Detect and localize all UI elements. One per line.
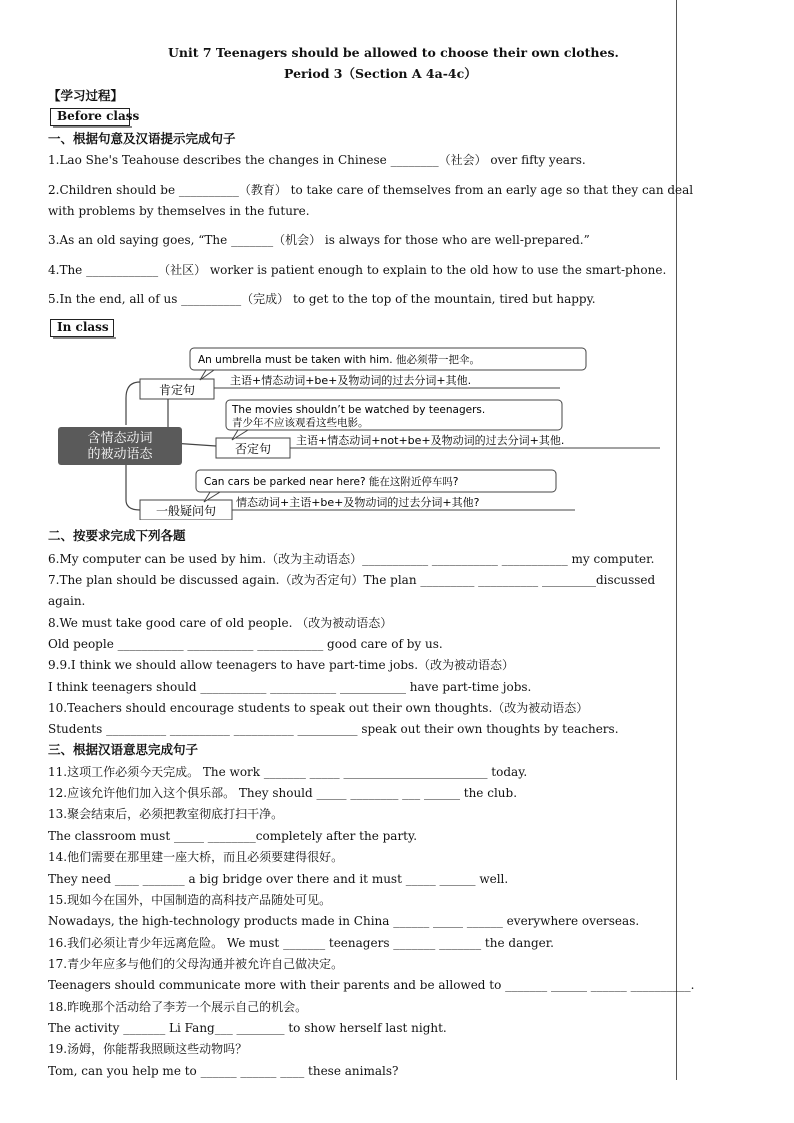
rule-affirmative-text: 主语+情态动词+be+及物动词的过去分词+其他. [230,374,472,387]
question-7-line2: again. [48,594,86,608]
question-9-line2: I think teenagers should ___________ ___________ ___________ have part-time jobs. [48,680,532,694]
question-4: 4.The ____________（社区） worker is patient enough to explain to the old how to use the smart-phone. [48,263,667,277]
branch-question-label: 一般疑问句 [155,504,217,518]
document-title: Unit 7 Teenagers should be allowed to choose their own clothes. [168,45,619,60]
center-node-line2: 的被动语态 [87,447,153,462]
question-19-line2: Tom, can you help me to ______ ______ ____ these animals? [48,1064,399,1078]
question-16: 16.我们必须让青少年远离危险。 We must _______ teenagers _______ _______ the danger. [48,936,554,950]
question-1: 1.Lao She's Teahouse describes the changes in Chinese ________（社会） over fifty years. [48,153,586,167]
question-2-line2: with problems by themselves in the future. [48,204,310,218]
question-18-line1: 18.昨晚那个活动给了李芳一个展示自己的机会。 [48,1000,308,1014]
example-negative-text-1: The movies shouldn’t be watched by teenagers. [232,404,486,416]
question-9-line1: 9.9.I think we should allow teenagers to have part-time jobs.（改为被动语态） [48,658,515,672]
question-10-line2: Students __________ __________ __________ __________ speak out their own thoughts by teachers. [48,722,619,736]
question-19-line1: 19.汤姆，你能帮我照顾这些动物吗？ [48,1042,248,1056]
center-node-line1: 含情态动词 [87,431,153,446]
question-15-line2: Nowadays, the high-technology products made in China ______ _____ ______ everywhere overseas. [48,914,640,928]
document-subtitle: Period 3（Section A 4a-4c） [284,66,477,81]
question-17-line1: 17.青少年应多与他们的父母沟通并被允许自己做决定。 [48,957,344,971]
example-question-text: Can cars be parked near here? 能在这附近停车吗? [204,476,459,488]
before-class-label: Before class [50,108,130,126]
passive-voice-diagram [0,340,794,520]
page-margin-rule [676,0,677,1080]
question-3: 3.As an old saying goes, “The _______（机会） is always for those who are well-prepared.” [48,233,590,247]
question-6: 6.My computer can be used by him.（改为主动语态）___________ ___________ ___________ my computer. [48,552,655,566]
question-2-line1: 2.Children should be __________（教育） to take care of themselves from an early age so that they can deal [48,183,694,197]
question-8-line2: Old people ___________ ___________ ___________ good care of by us. [48,637,443,651]
question-13-line2: The classroom must _____ ________completely after the party. [48,829,418,843]
section1-heading: 一、根据句意及汉语提示完成句子 [48,131,236,146]
rule-question-text: 情态动词+主语+be+及物动词的过去分词+其他? [236,496,480,509]
question-5: 5.In the end, all of us __________（完成） to get to the top of the mountain, tired but happy. [48,292,596,306]
branch-affirmative-label: 肯定句 [158,383,196,397]
branch-negative-label: 否定句 [234,442,272,456]
question-10-line1: 10.Teachers should encourage students to speak out their own thoughts.（改为被动语态） [48,701,589,715]
question-7-line1: 7.The plan should be discussed again.（改为否定句）The plan _________ __________ _________discussed [48,573,656,587]
question-12: 12.应该允许他们加入这个俱乐部。 They should _____ ________ ___ ______ the club. [48,786,518,800]
question-15-line1: 15.现如今在国外，中国制造的高科技产品随处可见。 [48,893,332,907]
question-8-line1: 8.We must take good care of old people. （改为被动语态） [48,616,393,630]
rule-negative-text: 主语+情态动词+not+be+及物动词的过去分词+其他. [296,434,565,447]
example-negative-text-2: 青少年不应该观看这些电影。 [232,417,369,429]
question-18-line2: The activity _______ Li Fang___ ________ to show herself last night. [48,1021,447,1035]
process-heading: 【学习过程】 [48,88,124,103]
question-11: 11.这项工作必须今天完成。 The work _______ _____ ________________________ today. [48,765,528,779]
example-affirmative-text: An umbrella must be taken with him. 他必须带一把伞。 [198,354,480,366]
in-class-label: In class [50,319,114,337]
section3-heading: 三、根据汉语意思完成句子 [48,742,199,757]
question-14-line1: 14.他们需要在那里建一座大桥，而且必须要建得很好。 [48,850,344,864]
section2-heading: 二、按要求完成下列各题 [48,528,186,543]
question-13-line1: 13.聚会结束后，必须把教室彻底打扫干净。 [48,807,284,821]
question-14-line2: They need ____ _______ a big bridge over there and it must _____ ______ well. [48,872,509,886]
question-17-line2: Teenagers should communicate more with their parents and be allowed to _______ ______ ______ __________. [48,978,695,992]
